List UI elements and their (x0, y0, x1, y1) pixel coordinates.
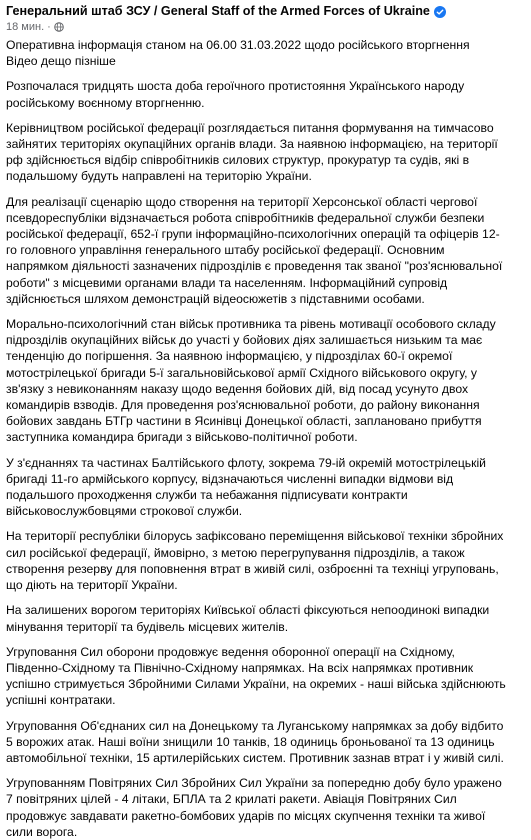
paragraph-line: На території республіки білорусь зафіксовано переміщення військової техніки збройних (6, 529, 504, 544)
paragraph-line: продовжує завдавати ракетно-бомбових ударів по місцях скупчення техніки та живої (6, 808, 486, 823)
paragraph-line: У з'єднаннях та частинах Балтійського флоту, зокрема 79-ій окремій мотострілецькій (6, 455, 486, 470)
post-paragraph (6, 718, 524, 767)
paragraph-line: командирів взводів. Для проведення роз'яснювальної роботи, до району виконання (6, 398, 480, 413)
paragraph-line: 7 повітряних цілей - 4 літаки, БПЛА та 2 крилаті ракети. Авіація Повітряних Сил (6, 792, 457, 807)
paragraph-line: мінування території та будівель місцевих жителів. (6, 619, 289, 634)
post-header (6, 3, 524, 37)
author-name[interactable]: Генеральний штаб ЗСУ / General Staff of the Armed Forces of Ukraine (6, 4, 430, 18)
paragraph-line: Угруповання Сил оборони продовжує ведення оборонної операції на Східному, (6, 644, 455, 659)
author-row (6, 3, 524, 19)
globe-icon[interactable] (54, 22, 64, 32)
paragraph-line: заступника командира бригади з військово-політичної роботи. (6, 430, 358, 445)
paragraph-line: Для реалізації сценарію щодо створення на території Херсонської області чергової (6, 194, 478, 209)
paragraph-line: го головного управління генерального штабу російської федерації. Основним (6, 243, 445, 258)
post-paragraph (6, 194, 524, 307)
paragraph-line: сил російської федерації, ймовірно, з метою перегрупування підрозділів, а також (6, 545, 465, 560)
post-paragraph (6, 775, 524, 840)
post-paragraph (6, 120, 524, 185)
paragraph-line: створення резерву для поповнення втрат в живій силі, озброєнні та техніці угруповань, (6, 561, 499, 576)
paragraph-line: мотострілецької бригади 5-ї загальновійськової армії Східного військового округу, у (6, 365, 477, 380)
paragraph-line: Морально-психологічний стан військ противника та рівень мотивації особового складу (6, 317, 496, 332)
paragraph-line: російської федерації, 652-ї групи інформаційно-психологічних операцій та офіцерів 12- (6, 227, 500, 242)
paragraph-line: автомобільної техніки, 15 артилерійських систем. Противник зазнав втрат і у живій силі. (6, 750, 504, 765)
paragraph-line: На залишених ворогом територіях Київської області фіксуються непоодинокі випадки (6, 603, 490, 618)
paragraph-line: бригаді 11-го армійського корпусу, відзначаються численні випадки відмови від (6, 471, 454, 486)
paragraph-line: здійснюється шляхом демонстрацій відеосюжетів з підставними особами. (6, 291, 425, 306)
paragraph-line: успішні контратаки. (6, 693, 116, 708)
paragraph-line: Угруповання Об'єднаних сил на Донецькому та Луганському напрямках за добу відбито (6, 718, 504, 733)
paragraph-line: зайнятих територіях окупаційних органів влади. За наявною інформацією, на території (6, 137, 498, 152)
post-body (6, 37, 524, 840)
paragraph-line: псевдореспубліки відзначається робота співробітників федеральної служби безпеки (6, 210, 485, 225)
paragraph-line: російському воєнному вторгненню. (6, 95, 205, 110)
paragraph-line: Керівництвом російської федерації розглядається питання формування на тимчасово (6, 120, 494, 135)
paragraph-line: Оперативна інформація станом на 06.00 31.03.2022 щодо російського вторгнення (6, 38, 470, 52)
paragraph-line: зв'язку з невиконанням наказу щодо ведення бойових дій, від посад усунуто двох (6, 381, 469, 396)
paragraph-line: Відео дещо пізніше (6, 54, 116, 69)
paragraph-line: рф здійснюється відбір співробітників силових структур, прокуратур та судів, які в (6, 153, 470, 168)
separator-dot: · (47, 21, 51, 33)
paragraph-line: подальшому будуть направлені на територію України. (6, 169, 312, 184)
post-paragraph (6, 316, 524, 446)
paragraph-line: подальшого проходження служби та небажання підписувати контракти (6, 488, 408, 503)
post-paragraph (6, 528, 524, 593)
post-paragraph (6, 78, 524, 110)
paragraph-line: напрямком діяльності зазначених підрозділів є проведення так званої "роз'яснювальної (6, 259, 503, 274)
paragraph-line: Угрупованням Повітряних Сил Збройних Сил України за попередню добу було уражено (6, 776, 502, 791)
post-meta (6, 20, 524, 34)
verified-badge-icon (434, 5, 446, 17)
paragraph-line: сили ворога. (6, 824, 78, 839)
post-paragraph (6, 37, 524, 69)
paragraph-line: 5 ворожих атак. Наші воїни знищили 10 танків, 18 одиниць броньованої та 13 одиниць (6, 734, 495, 749)
post-paragraph (6, 644, 524, 709)
paragraph-line: підрозділів окупаційних військ до участі у бойових діях залишається низьким та має (6, 333, 483, 348)
paragraph-line: тенденцію до погіршення. За наявною інформацією, у підрозділах 60-ї окремої (6, 349, 453, 364)
paragraph-line: Південно-Східному та Північно-Східному напрямках. На всіх напрямках противник (6, 660, 474, 675)
paragraph-line: військовослужбовцями строкової служби. (6, 504, 243, 519)
post-time[interactable]: 18 мин. (6, 21, 45, 33)
post-paragraph (6, 455, 524, 520)
paragraph-line: Розпочалася тридцять шоста доба героїчного протистояння Українського народу (6, 79, 465, 94)
paragraph-line: роботи" з місцевими органами влади та населенням. Інформаційний супровід (6, 275, 448, 290)
paragraph-line: успішно стримується Збройними Силами України, на окремих - наші війська здійснюють (6, 677, 506, 692)
post-paragraph (6, 602, 524, 634)
paragraph-line: що діють на території України. (6, 578, 178, 593)
paragraph-line: бойових завдань БТГр частини в Ясинівці Донецької області, заплановано прибуття (6, 414, 482, 429)
